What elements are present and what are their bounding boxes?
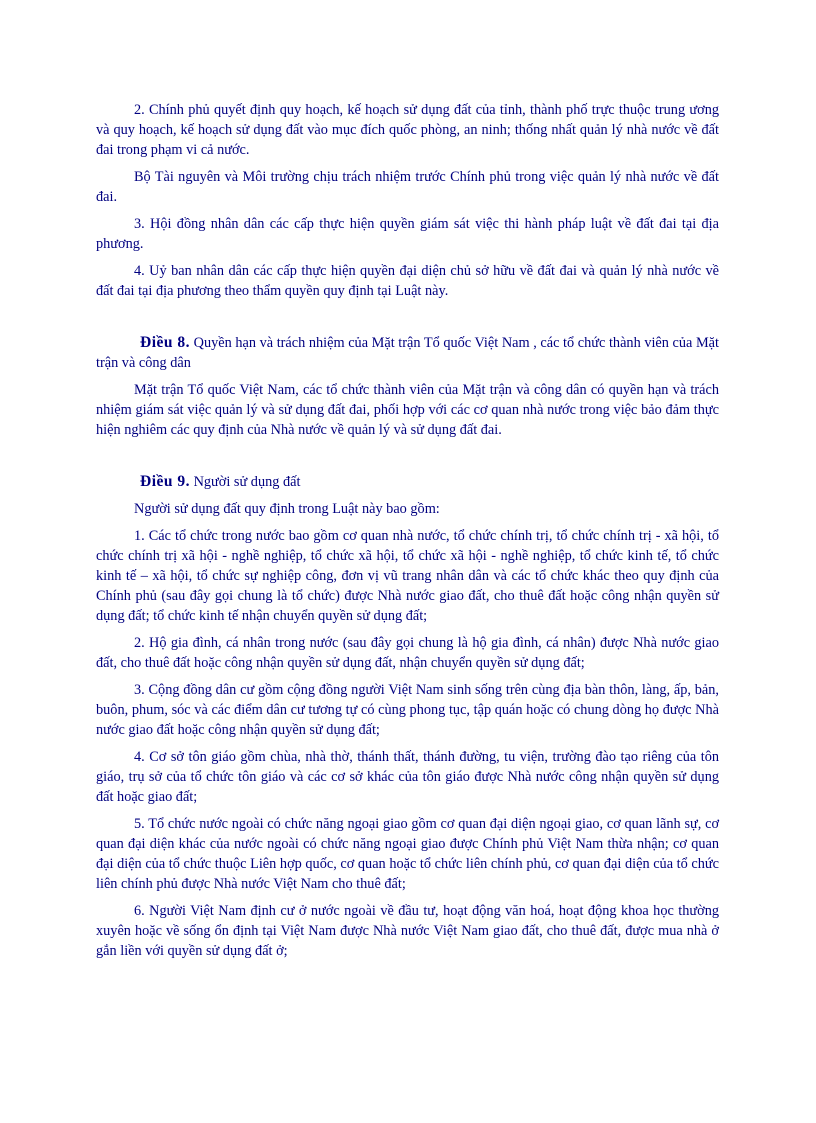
article-9-intro: Người sử dụng đất quy định trong Luật này bao gồm: (134, 501, 440, 517)
article-9-item-3: 3. Cộng đồng dân cư gồm cộng đồng người Việt Nam sinh sống trên cùng địa bàn thôn, làng, ấp, bản, buôn, phum, sóc và các điểm dân cư tương tự có cùng phong tục, tập quán hoặc có chung dòng họ được Nhà nước giao đất hoặc công nhận quyền sử dụng đất; (96, 682, 719, 738)
clause-7-2: 2. Chính phủ quyết định quy hoạch, kế hoạch sử dụng đất của tỉnh, thành phố trực thuộc trung ương và quy hoạch, kế hoạch sử dụng đất vào mục đích quốc phòng, an ninh; thống nhất quản lý nhà nước về đất đai trong phạm vi cả nước. (96, 102, 719, 158)
section-spacer (96, 447, 719, 472)
document-page (96, 100, 719, 968)
article-8-body: Mặt trận Tổ quốc Việt Nam, các tổ chức thành viên của Mặt trận và công dân có quyền hạn và trách nhiệm giám sát việc quản lý và sử dụng đất đai, phối hợp với các cơ quan nhà nước trong việc bảo đảm thực hiện nghiêm các quy định của Nhà nước về quản lý và sử dụng đất đai. (96, 382, 719, 438)
clause-7-3: 3. Hội đồng nhân dân các cấp thực hiện quyền giám sát việc thi hành pháp luật về đất đai tại địa phương. (96, 216, 719, 252)
article-9-label: Điều 9. (140, 473, 190, 490)
article-9-item-1: 1. Các tổ chức trong nước bao gồm cơ quan nhà nước, tổ chức chính trị, tổ chức chính trị - xã hội, tổ chức chính trị xã hội - nghề nghiệp, tổ chức xã hội, tổ chức xã hội - nghề nghiệp, tổ chức kinh tế, tổ chức kinh tế – xã hội, tổ chức sự nghiệp công, đơn vị vũ trang nhân dân và các tổ chức khác theo quy định của Chính phủ (sau đây gọi chung là tổ chức) được Nhà nước giao đất, cho thuê đất hoặc công nhận quyền sử dụng đất; tổ chức kinh tế nhận chuyển quyền sử dụng đất; (96, 528, 719, 624)
article-9-title: Người sử dụng đất (193, 474, 301, 490)
section-spacer (96, 308, 719, 333)
article-9-heading (96, 472, 719, 492)
article-9-item-5: 5. Tổ chức nước ngoài có chức năng ngoại giao gồm cơ quan đại diện ngoại giao, cơ quan lãnh sự, cơ quan đại diện khác của nước ngoài có chức năng ngoại giao được Chính phủ Việt Nam thừa nhận; cơ quan đại diện của tổ chức thuộc Liên hợp quốc, cơ quan hoặc tổ chức liên chính phủ, cơ quan đại diện của tổ chức liên chính phủ được Nhà nước Việt Nam cho thuê đất; (96, 816, 719, 892)
clause-7-2-ministry: Bộ Tài nguyên và Môi trường chịu trách nhiệm trước Chính phủ trong việc quản lý nhà nước về đất đai. (96, 169, 719, 205)
article-9-item-4: 4. Cơ sở tôn giáo gồm chùa, nhà thờ, thánh thất, thánh đường, tu viện, trường đào tạo riêng của tôn giáo, trụ sở của tổ chức tôn giáo và các cơ sở khác của tôn giáo được Nhà nước công nhận quyền sử dụng đất hoặc giao đất; (96, 749, 719, 805)
article-9-item-2: 2. Hộ gia đình, cá nhân trong nước (sau đây gọi chung là hộ gia đình, cá nhân) được Nhà nước giao đất, cho thuê đất hoặc công nhận quyền sử dụng đất, nhận chuyển quyền sử dụng đất; (96, 635, 719, 671)
article-9-item-6: 6. Người Việt Nam định cư ở nước ngoài về đầu tư, hoạt động văn hoá, hoạt động khoa học thường xuyên hoặc về sống ổn định tại Việt Nam được Nhà nước Việt Nam giao đất, cho thuê đất, được mua nhà ở gắn liền với quyền sử dụng đất ở; (96, 903, 719, 959)
article-8-title: Quyền hạn và trách nhiệm của Mặt trận Tổ quốc Việt Nam , các tổ chức thành viên của Mặt trận và công dân (96, 335, 720, 371)
article-8-heading (96, 333, 719, 373)
clause-7-4: 4. Uỷ ban nhân dân các cấp thực hiện quyền đại diện chủ sở hữu về đất đai và quản lý nhà nước về đất đai tại địa phương theo thẩm quyền quy định tại Luật này. (96, 263, 719, 299)
article-8-label: Điều 8. (140, 334, 191, 351)
